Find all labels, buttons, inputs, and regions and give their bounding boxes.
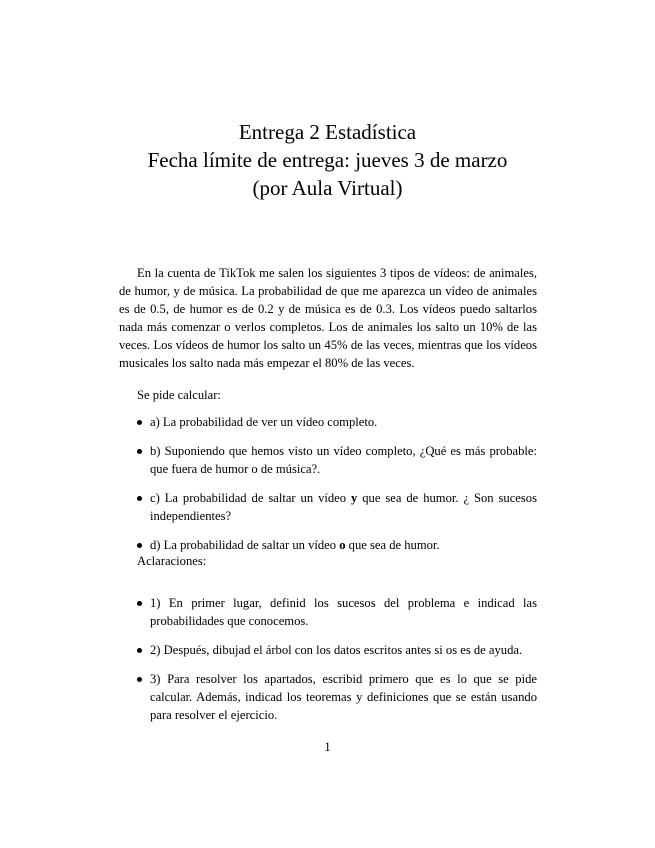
bullet-icon	[137, 601, 142, 606]
intro-paragraph: En la cuenta de TikTok me salen los siguientes 3 tipos de vídeos: de animales, de humor, y de música. La probabilidad de que me aparezca un vídeo de animales es de 0.5, de humor es de 0.2 y de música es de 0.3. Los vídeos puedo saltarlos nada más comenzar o verlos completos. Los de animales los salto un 10% de las veces. Los vídeos de humor los salto un 45% de las veces, mientras que los vídeos musicales los salto nada más empezar el 80% de las veces.	[119, 266, 537, 370]
notes-list	[137, 594, 537, 735]
note-2: 2) Después, dibujad el árbol con los datos escritos antes si os es de ayuda.	[150, 643, 523, 657]
title-line-2: Fecha límite de entrega: jueves 3 de marzo	[147, 148, 508, 172]
list-item	[137, 641, 537, 659]
questions-label: Se pide calcular:	[137, 388, 221, 402]
question-d	[150, 538, 440, 552]
page-number: 1	[324, 740, 331, 754]
question-c-text-start: c) La probabilidad de saltar un vídeo	[150, 491, 351, 505]
bullet-icon	[137, 543, 142, 548]
title-line-3: (por Aula Virtual)	[252, 176, 403, 200]
questions-list	[137, 413, 537, 565]
note-3: 3) Para resolver los apartados, escribid primero que es lo que se pide calcular. Además, indicad los teoremas y definiciones que se están usando para resolver el ejercicio.	[150, 672, 537, 722]
list-item	[137, 594, 537, 630]
question-d-text-end: que sea de humor.	[345, 538, 440, 552]
question-d-bold-word: o	[339, 538, 346, 552]
notes-label: Aclaraciones:	[137, 554, 207, 568]
list-item	[137, 413, 537, 431]
bullet-icon	[137, 496, 142, 501]
question-c-bold-word: y	[351, 491, 358, 505]
question-d-text-start: d) La probabilidad de saltar un vídeo	[150, 538, 340, 552]
question-c	[150, 491, 537, 523]
bullet-icon	[137, 449, 142, 454]
question-a: a) La probabilidad de ver un vídeo completo.	[150, 415, 378, 429]
list-item	[137, 442, 537, 478]
title-line-1: Entrega 2 Estadística	[238, 120, 417, 144]
bullet-icon	[137, 648, 142, 653]
bullet-icon	[137, 677, 142, 682]
document-title	[0, 118, 655, 202]
bullet-icon	[137, 420, 142, 425]
question-c-text-end: que sea de humor. ¿ Son sucesos independientes?	[150, 491, 537, 523]
question-b: b) Suponiendo que hemos visto un vídeo completo, ¿Qué es más probable: que fuera de humor o de música?.	[150, 444, 537, 476]
note-1: 1) En primer lugar, definid los sucesos del problema e indicad las probabilidades que conocemos.	[150, 596, 537, 628]
list-item	[137, 670, 537, 724]
list-item	[137, 489, 537, 525]
